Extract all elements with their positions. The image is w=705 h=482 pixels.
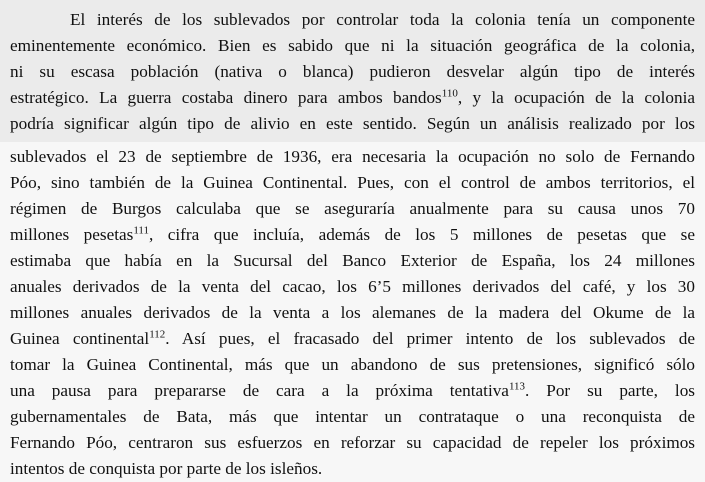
text-segment: estratégico. La guerra costaba dinero para ambos bandos — [10, 88, 442, 107]
text-segment: Guinea continental — [10, 329, 150, 348]
text-segment: una pausa para prepararse de cara a la próxima tentativa — [10, 381, 509, 400]
text-segment: . Así pues, el fracasado del primer intento de los sublevados de — [165, 329, 695, 348]
text-line: estimaba que había en la Sucursal del Banco Exterior de España, los 24 millones — [10, 251, 695, 270]
footnote-ref-112[interactable]: 112 — [149, 328, 166, 341]
paragraph-2 — [0, 142, 705, 482]
text-segment: . Por su parte, los — [525, 381, 695, 400]
text-line: anuales derivados de la venta del cacao, los 6’5 millones derivados del café, y los 30 — [10, 277, 695, 296]
text-line: régimen de Burgos calculaba que se aseguraría anualmente para su causa unos 70 — [10, 199, 695, 218]
footnote-ref-113[interactable]: 113 — [508, 380, 526, 393]
text-line: Póo, sino también de la Guinea Continental. Pues, con el control de ambos territorios, el — [10, 173, 695, 192]
text-line — [10, 222, 695, 248]
text-line: millones anuales derivados de la venta a los alemanes de la madera del Okume de la — [10, 303, 695, 322]
text-line: tomar la Guinea Continental, más que un abandono de sus pretensiones, significó sólo — [10, 355, 695, 374]
text-line — [10, 378, 695, 404]
text-segment: , y la ocupación de la colonia — [457, 88, 695, 107]
text-line: Fernando Póo, centraron sus esfuerzos en reforzar su capacidad de repeler los próximos — [10, 433, 695, 452]
text-line: El interés de los sublevados por controlar toda la colonia tenía un componente — [70, 10, 695, 29]
text-line: gubernamentales de Bata, más que intentar un contrataque o una reconquista de — [10, 407, 695, 426]
footnote-ref-111[interactable]: 111 — [133, 224, 149, 237]
text-line: eminentemente económico. Bien es sabido que ni la situación geográfica de la colonia, — [10, 36, 695, 55]
text-line — [10, 85, 695, 111]
paragraph-1 — [0, 0, 705, 142]
text-line — [10, 326, 695, 352]
text-line: intentos de conquista por parte de los isleños. — [10, 459, 323, 478]
text-line: podría significar algún tipo de alivio en este sentido. Según un análisis realizado por los — [10, 114, 695, 133]
text-line: ni su escasa población (nativa o blanca) pudieron desvelar algún tipo de interés — [10, 62, 695, 81]
text-segment: , cifra que incluía, además de los 5 millones de pesetas que se — [149, 225, 695, 244]
text-line: sublevados el 23 de septiembre de 1936, era necesaria la ocupación no solo de Fernando — [10, 147, 695, 166]
text-segment: millones pesetas — [10, 225, 134, 244]
footnote-ref-110[interactable]: 110 — [441, 87, 458, 100]
